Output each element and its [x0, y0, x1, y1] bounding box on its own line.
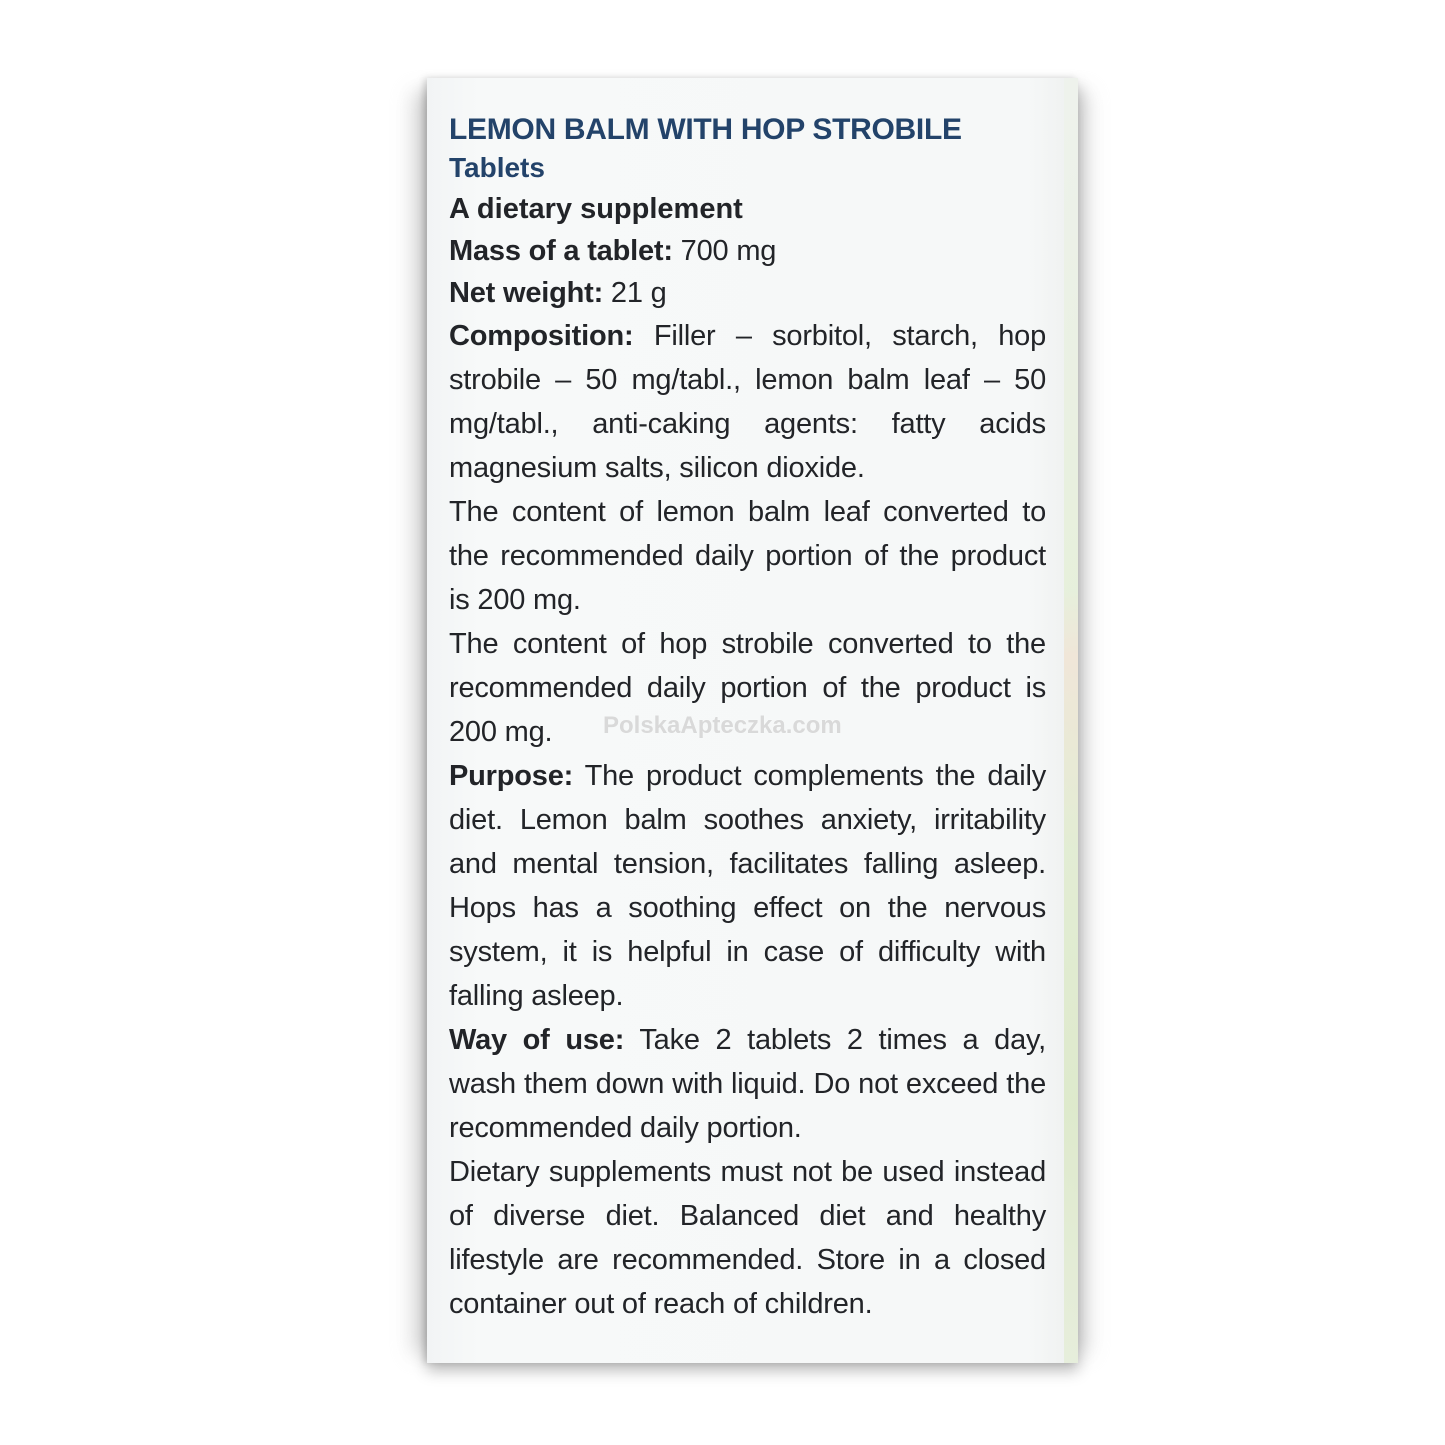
mass-value: 700 mg [672, 235, 777, 267]
net-weight-label: Net weight: [449, 277, 604, 309]
purpose-paragraph [449, 754, 1046, 1018]
mass-label: Mass of a tablet: [449, 235, 673, 267]
way-of-use-label: Way of use: [449, 1024, 625, 1056]
package-edge-strip [1064, 78, 1078, 1363]
net-weight-line [449, 272, 1046, 314]
way-of-use-paragraph [449, 1018, 1046, 1150]
watermark-text: PolskaApteczka.com [603, 712, 842, 739]
warning-paragraph: Dietary supplements must not be used instead of diverse diet. Balanced diet and healthy lifestyle are recommended. Store in a closed container out of reach of children. [449, 1156, 1046, 1320]
purpose-text: The product complements the daily diet. Lemon balm soothes anxiety, irritability and mental tension, facilitates falling asleep. Hops has a soothing effect on the nervous system, it is helpful in case of difficulty with falling asleep. [449, 760, 1046, 1012]
composition-text: Filler – sorbitol, starch, hop strobile – 50 mg/tabl., lemon balm leaf – 50 mg/tabl., anti-caking agents: fatty acids magnesium salts, silicon dioxide. [449, 320, 1046, 484]
way-of-use-text: Take 2 tablets 2 times a day, wash them down with liquid. Do not exceed the recommended daily portion. [449, 1024, 1046, 1144]
purpose-label: Purpose: [449, 760, 574, 792]
composition-paragraph [449, 314, 1046, 490]
hop-content-paragraph: The content of hop strobile converted to the recommended daily portion of the product is 200 mg. [449, 628, 1046, 748]
lemon-balm-content-paragraph: The content of lemon balm leaf converted to the recommended daily portion of the product is 200 mg. [449, 496, 1046, 616]
product-title: LEMON BALM WITH HOP STROBILE [449, 113, 962, 146]
supplement-line: A dietary supplement [449, 193, 743, 225]
composition-label: Composition: [449, 320, 634, 352]
net-weight-value: 21 g [603, 277, 667, 309]
mass-line [449, 230, 1046, 272]
product-form: Tablets [449, 152, 545, 183]
